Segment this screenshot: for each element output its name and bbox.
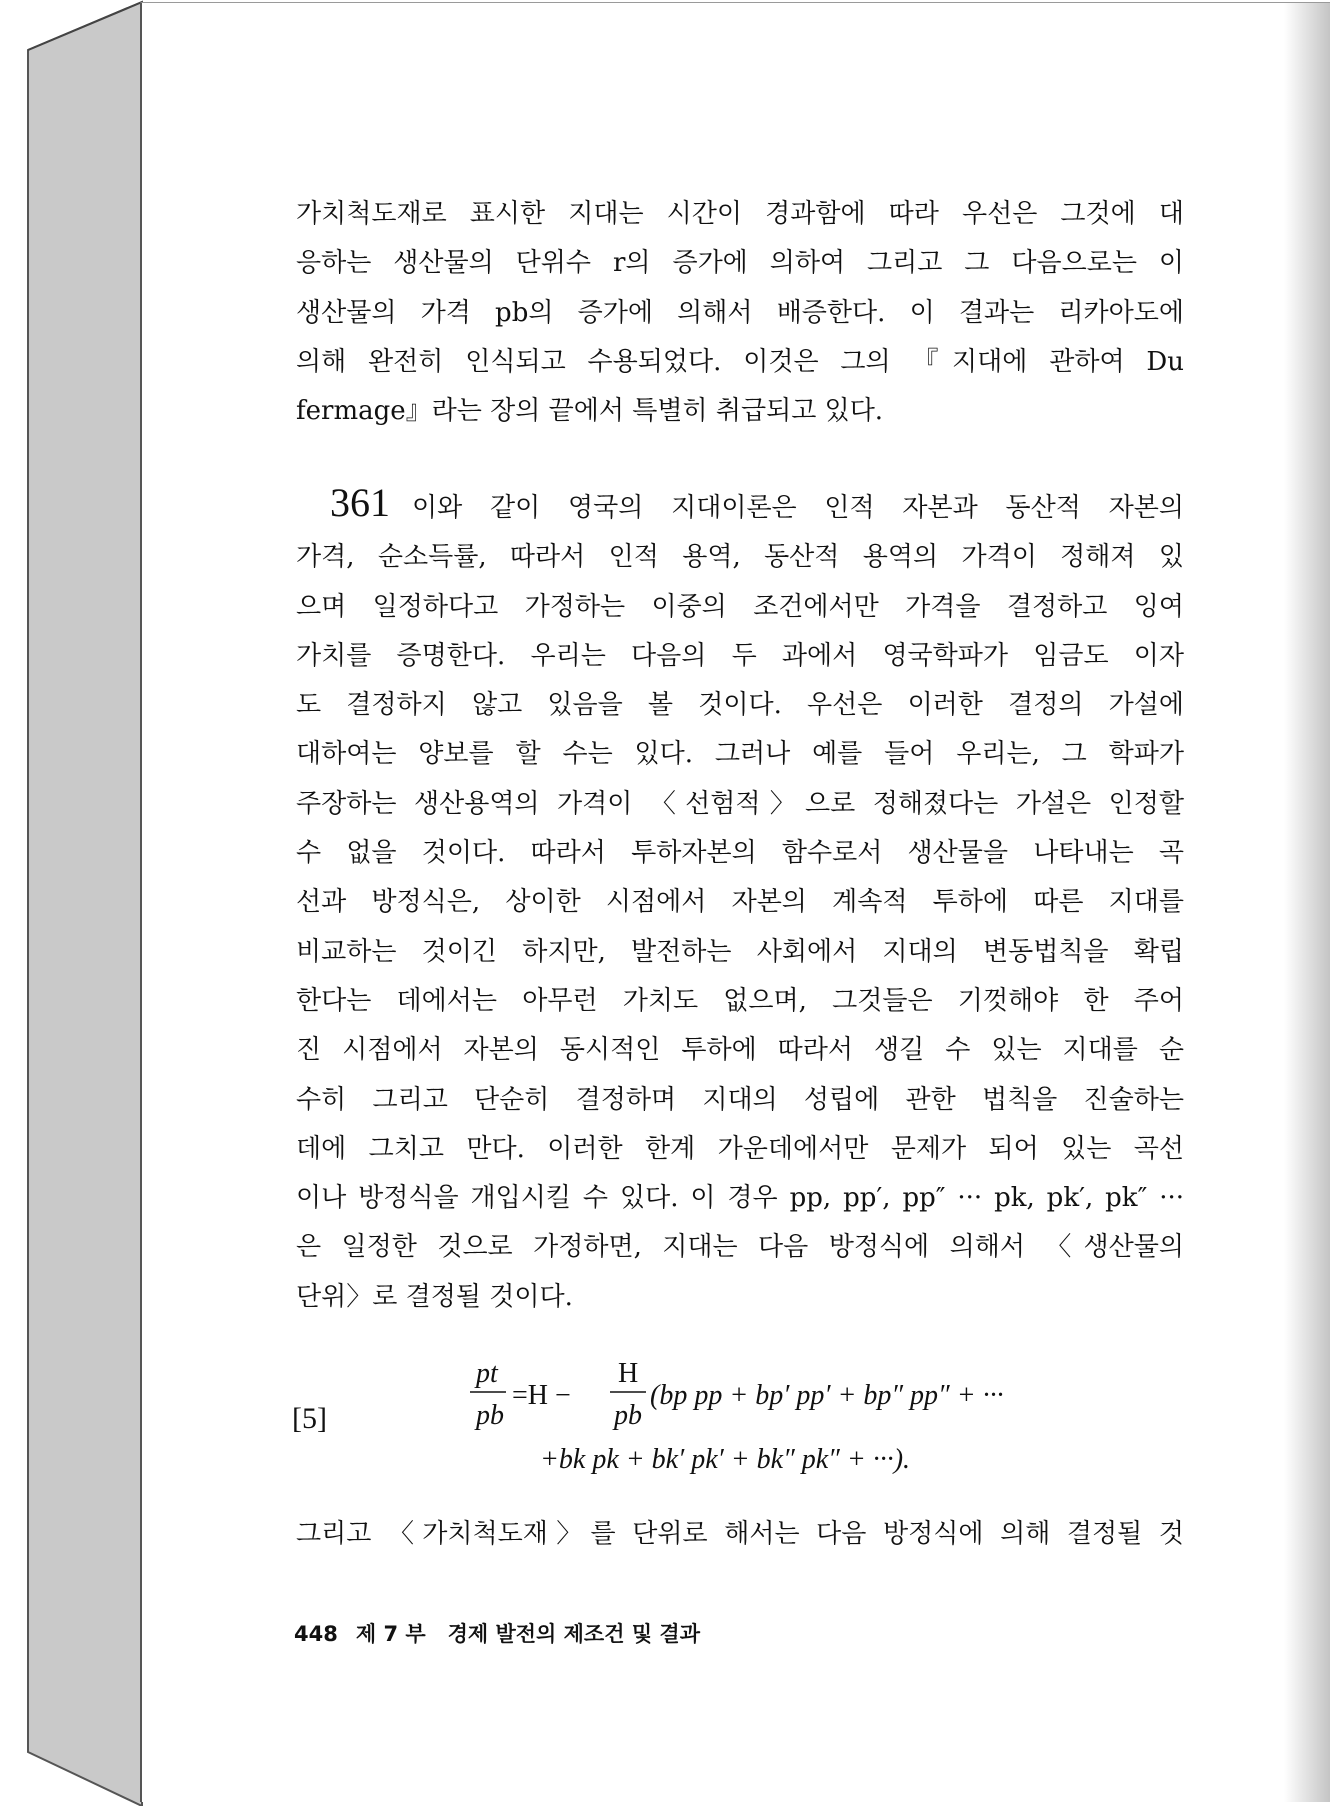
section-number: 361	[330, 480, 390, 525]
text-line: 비교하는 것이긴 하지만, 발전하는 사회에서 지대의 변동법칙을 확립	[296, 936, 1184, 967]
text-line: fermage』라는 장의 끝에서 특별히 취급되고 있다.	[296, 396, 884, 427]
equation-line1-rest: (bp pp + bp′ pp′ + bp″ pp″ + ···	[650, 1380, 1004, 1411]
fraction-numerator: H	[618, 1358, 639, 1389]
page-edge-shadow	[1284, 3, 1330, 1802]
text-line: 데에 그치고 만다. 이러한 한계 가운데에서만 문제가 되어 있는 곡선	[296, 1133, 1184, 1164]
text-line: 응하는 생산물의 단위수 r의 증가에 의하여 그리고 그 다음으로는 이	[296, 248, 1184, 279]
chapter-title: 경제 발전의 제조건 및 결과	[447, 1622, 700, 1646]
paragraph-1	[296, 190, 1184, 436]
equation-label: [5]	[292, 1402, 327, 1435]
text-line: 수 없을 것이다. 따라서 투하자본의 함수로서 생산물을 나타내는 곡	[296, 838, 1184, 869]
text-line: 생산물의 가격 pb의 증가에 의해서 배증한다. 이 결과는 리카아도에	[296, 297, 1184, 328]
closing-line: 그리고 〈가치척도재〉를 단위로 해서는 다음 방정식에 의해 결정될 것	[296, 1519, 1184, 1549]
text-line: 도 결정하지 않고 있음을 볼 것이다. 우선은 이러한 결정의 가설에	[296, 690, 1184, 721]
equals-h-minus: =H −	[512, 1380, 571, 1411]
text-line: 의해 완전히 인식되고 수용되었다. 이것은 그의 『지대에 관하여 Du	[296, 346, 1184, 377]
text-line: 대하여는 양보를 할 수는 있다. 그러나 예를 들어 우리는, 그 학파가	[296, 739, 1184, 770]
text-line: 가치를 증명한다. 우리는 다음의 두 과에서 영국학파가 임금도 이자	[296, 640, 1184, 671]
page-footer	[294, 1618, 700, 1648]
lhs-numerator: pt	[476, 1358, 498, 1389]
lhs-denominator: pb	[476, 1400, 504, 1431]
text-line: 이나 방정식을 개입시킬 수 있다. 이 경우 pp, pp′, pp″ ··· pk, pk′, pk″ ···	[296, 1183, 1184, 1214]
text-line: 가치척도재로 표시한 지대는 시간이 경과함에 따라 우선은 그것에 대	[296, 199, 1184, 229]
fraction-denominator: pb	[614, 1400, 642, 1431]
text-line: 진 시점에서 자본의 동시적인 투하에 따라서 생길 수 있는 지대를 순	[296, 1035, 1184, 1066]
equation-body	[290, 1350, 1190, 1500]
equation-5	[290, 1350, 1190, 1500]
text-line: 이와 같이 영국의 지대이론은 인적 자본과 동산적 자본의	[412, 493, 1184, 523]
text-line: 단위〉로 결정될 것이다.	[296, 1281, 573, 1312]
text-line: 선과 방정식은, 상이한 시점에서 자본의 계속적 투하에 따른 지대를	[296, 887, 1184, 918]
paragraph-2	[296, 478, 1184, 1322]
page-number: 448	[294, 1622, 338, 1646]
text-line: 한다는 데에서는 아무런 가치도 없으며, 그것들은 기껏해야 한 주어	[296, 985, 1184, 1016]
equation-line2: +bk pk + bk′ pk′ + bk″ pk″ + ···).	[540, 1444, 911, 1475]
text-line: 으며 일정하다고 가정하는 이중의 조건에서만 가격을 결정하고 잉여	[296, 591, 1184, 622]
text-line: 주장하는 생산용역의 가격이 〈선험적〉으로 정해졌다는 가설은 인정할	[296, 788, 1184, 819]
text-line-first	[296, 478, 1184, 533]
text-line: 수히 그리고 단순히 결정하며 지대의 성립에 관한 법칙을 진술하는	[296, 1084, 1184, 1115]
text-line: 가격, 순소득률, 따라서 인적 용역, 동산적 용역의 가격이 정해져 있	[296, 542, 1184, 573]
part-label: 제 7 부	[355, 1622, 426, 1646]
text-line: 은 일정한 것으로 가정하면, 지대는 다음 방정식에 의해서 〈생산물의	[296, 1232, 1184, 1263]
